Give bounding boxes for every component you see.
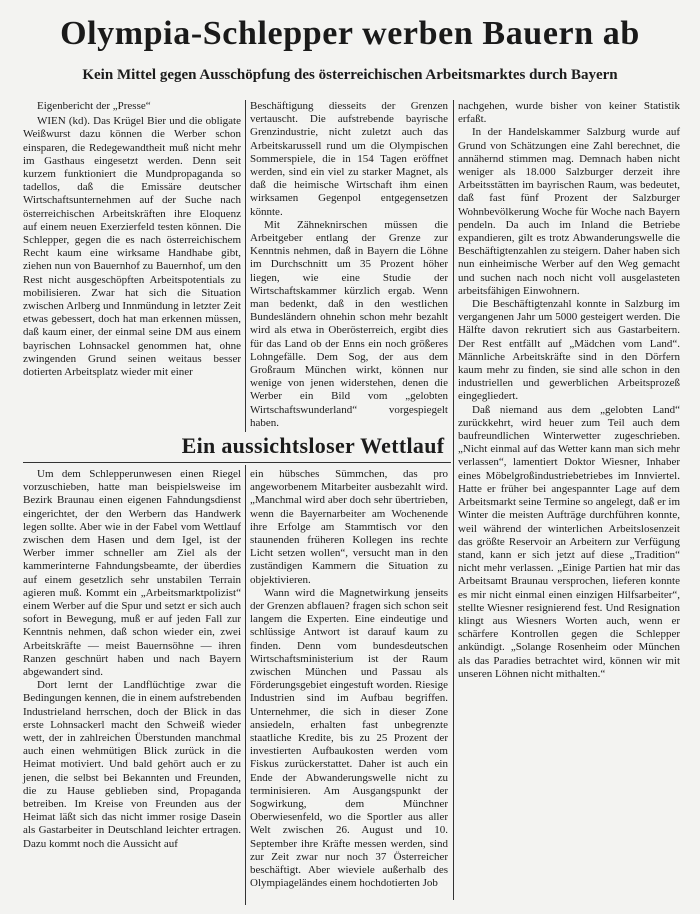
- article-headline: Olympia-Schlepper werben Bauern ab: [60, 15, 640, 52]
- paragraph: Um dem Schlepperunwesen einen Riegel vorzuschieben, hatte man beispielsweise im Bezirk Braunau einen eigenen Fahndungsdienst eingerichtet, der den Werbern das Handwerk legen sollte. Aber wie in der Fabel vom Wettlauf zwischen dem Hasen und dem Igel, ist der Werber immer schneller am Ziel als der kammerinterne Fahndungsbeamte, der überdies auf einem gesetzlich sehr unstabilen Terrain agieren muß. Kommt ein „Arbeitsmarktpolizist“ einem Werber auf die Spur und setzt er sich auch sofort in Bewegung, muß er auf jeden Fall zur Kenntnis nehmen, daß schon wieder ein, zwei Arbeitskräfte — meist Bauernsöhne — ihren Ranzen geschnürt haben und nach Bayern abgewandert sind.: [23, 468, 241, 679]
- paragraph: WIEN (kd). Das Krügel Bier und die obligate Weißwurst dazu können die Werber schon einsparen, die Redegewandtheit muß nicht mehr im Gasthaus eingesetzt werden. Denn seit kurzem funktioniert die Mundpropaganda so tadellos, daß die Emissäre deutscher Wirtschaftsunternehmen auf der Suche nach österreichischen Arbeitskräften ihre Eloquenz auf einem neuen Exerzierfeld testen können. Die Schlepper, gegen die es nach österreichischem Recht kaum eine wirksame Handhabe gibt, ziehen nun von Bauernhof zu Bauernhof, um den Rest nicht ausgeschöpften Arbeitspotentials zu mobilisieren. Zwar hat sich die Situation zwischen Arlberg und Innmündung in letzter Zeit etwas gebessert, doch hat man erkennen müssen, daß kaum einer, der einmal seine DM aus einem bayrischen Lohnsackel genommen hat, ohne zwingenden Grund seinen weitaus besser dotierten Arbeitsplatz wieder mit einer: [23, 115, 241, 379]
- column-3: [458, 100, 680, 681]
- column-2-bottom: [250, 468, 448, 891]
- paragraph: Daß niemand aus dem „gelobten Land“ zurückkehrt, wird heuer zum Teil auch dem baufreundlichen Winterwetter zugeschrieben. „Nicht einmal auf das Wetter kann man sich mehr verlassen“, lamentiert Doktor Wiesner, Inhaber eines Möbelgroßindustriebetriebes im Innviertel. Hatte er früher bei angespannter Lage auf dem Arbeitsmarkt seine Termine so angelegt, daß er im Winter die meisten Aufträge durchführen konnte, weil während der winterlichen Arbeitslosenzeit das größte Reservoir an Arbeitern zur Verfügung stand, kann er sich jetzt auf diese „Tradition“ nicht mehr verlassen. „Einige Partien hat mir das Arbeitsamt Braunau versprochen, lieferen konnte es mir nicht einmal einen einzigen Hilfsarbeiter“, stellte Wiesner resignierend fest. Und Resignation klingt aus Wiesners Worten auch, wenn er schärfere Kontrollen gegen die Schlepper ankündigt. „Solange Rosenheim oder München als das Paradies betrachtet wird, können wir mit unseren Löhnen nicht mithalten.“: [458, 403, 681, 680]
- paragraph: ein hübsches Sümmchen, das pro angeworbenem Mitarbeiter ausbezahlt wird. „Manchmal wird aber doch sehr übertrieben, wenn die Bayernarbeiter am Wochenende ihre Erfolge am Stammtisch vor den staunenden früheren Kollegen ins rechte Licht setzen wollen“, versucht man in den zuständigen Kammern die Situation zu objektivieren.: [250, 468, 448, 586]
- section-headline: Ein aussichtsloser Wettlauf: [181, 433, 445, 458]
- column-2-top: [250, 100, 448, 430]
- column-rule: [453, 100, 454, 900]
- section-rule: [23, 462, 451, 463]
- paragraph: Dort lernt der Landflüchtige zwar die Bedingungen kennen, die in einem aufstrebenden Industrieland herrschen, doch der Blick in das erste Lohnsackerl macht den Schweiß wieder wett, der in zahlreichen Überstunden manchmal auch einen wehmütigen Blick zurück in die Heimat motiviert. Und bald gehört auch er zu jenen, die selbst bei Bekannten und Freunden, die zu Hause geblieben sind, Propaganda betreiben. Im Kreise von Freunden aus der Heimat läßt sich das nicht immer rosige Dasein als Gastarbeiter in Deutschland leichter ertragen. Dazu kommt noch die Aussicht auf: [23, 679, 241, 850]
- column-1-bottom: [23, 468, 241, 851]
- paragraph: Mit Zähneknirschen müssen die Arbeitgeber entlang der Grenze zur Kenntnis nehmen, daß in Bayern die Löhne im Durchschnitt um 35 Prozent höher liegen, wie eine Studie der Wirtschaftskammer kürzlich ergab. Wenn man bedenkt, daß in den westlichen Bundesländern ohnehin schon mehr bezahlt wird als etwa in Oberösterreich, ergibt dies für das Land ob der Enns ein noch größeres Lohngefälle. Dem Sog, der aus dem Großraum München wirkt, können nur wenige von jenen widerstehen, denen die Werber ein Bild vom „gelobten Wirtschaftswunderland“ vorgespiegelt haben.: [250, 218, 448, 429]
- paragraph: Die Beschäftigtenzahl konnte in Salzburg im vergangenen Jahr um 5000 gesteigert werden. Die Hälfte davon rekrutiert sich aus Gastarbeitern. Der Rest entfällt auf „Mädchen vom Land“. Männliche Arbeitskräfte sind in den Dörfern kaum mehr zu finden, sie sind alle schon in den industriellen und gewerblichen Arbeitsprozeß eingegliedert.: [458, 298, 680, 403]
- column-rule: [245, 465, 246, 905]
- column-1-top: [23, 100, 241, 379]
- byline: Eigenbericht der „Presse“: [37, 100, 151, 112]
- article-subheadline: Kein Mittel gegen Ausschöpfung des österreichischen Arbeitsmarktes durch Bayern: [82, 67, 618, 83]
- paragraph: Beschäftigung diesseits der Grenzen vertauscht. Die aufstrebende bayrische Grenzindustrie, nicht zuletzt auch das Arbeitskarussell rund um die Olympischen Sommerspiele, die in 154 Tagen eröffnet werden, sind ein viel zu starker Magnet, als daß die heimische Wirtschaft ihm einen wirksamen Gegenpol entgegensetzen könnte.: [250, 100, 448, 218]
- paragraph: Wann wird die Magnetwirkung jenseits der Grenzen abflauen? fragen sich schon seit langem die Experten. Eine eindeutige und schlüssige Antwort ist darauf kaum zu finden. Denn vom bundesdeutschen Wirtschaftsministerium ist der Raum zwischen München und Passau als Förderungsgebiet eingestuft worden. Riesige Industrien sind im Aufbau begriffen. Unternehmer, die sich in dieser Zone ansiedeln, erhalten fast unbegrenzte staatliche Kredite, bis zu 25 Prozent der investierten Aufbaukosten werden vom Fiskus zurückerstattet. Daher ist auch ein Ende der Abwanderungswelle nicht zu terminisieren. Am Ausgangspunkt der Sogwirkung, dem Münchner Oberwiesenfeld, wo die Sportler aus aller Welt zwischen 26. August und 10. September ihre Kräfte messen werden, sind zur Zeit zwar nur noch 37 Österreicher beschäftigt. Aber wieviele außerhalb des Olympiageländes einem hochdotierten Job: [250, 586, 448, 890]
- paragraph: In der Handelskammer Salzburg wurde auf Grund von Schätzungen eine Zahl berechnet, die annähernd stimmen mag. Demnach haben nicht weniger als 18.000 Salzburger derzeit ihre Arbeitsstätten im bayrischen Raum, was bedeutet, daß fast fünf Prozent der Salzburger Wohnbevölkerung Woche für Woche nach Bayern pendeln. Da auch im Inland die Betriebe expandieren, gilt es trotz Abwanderungswelle die Beschäftigtenzahlen zu steigern. Daher haben sich nun einheimische Werber auf den Weg gemacht und suchen nach noch nicht voll ausgelasteten arbeitsfähigen Einwohnern.: [458, 126, 680, 297]
- paragraph: nachgehen, wurde bisher von keiner Statistik erfaßt.: [458, 100, 680, 126]
- column-rule: [245, 100, 246, 432]
